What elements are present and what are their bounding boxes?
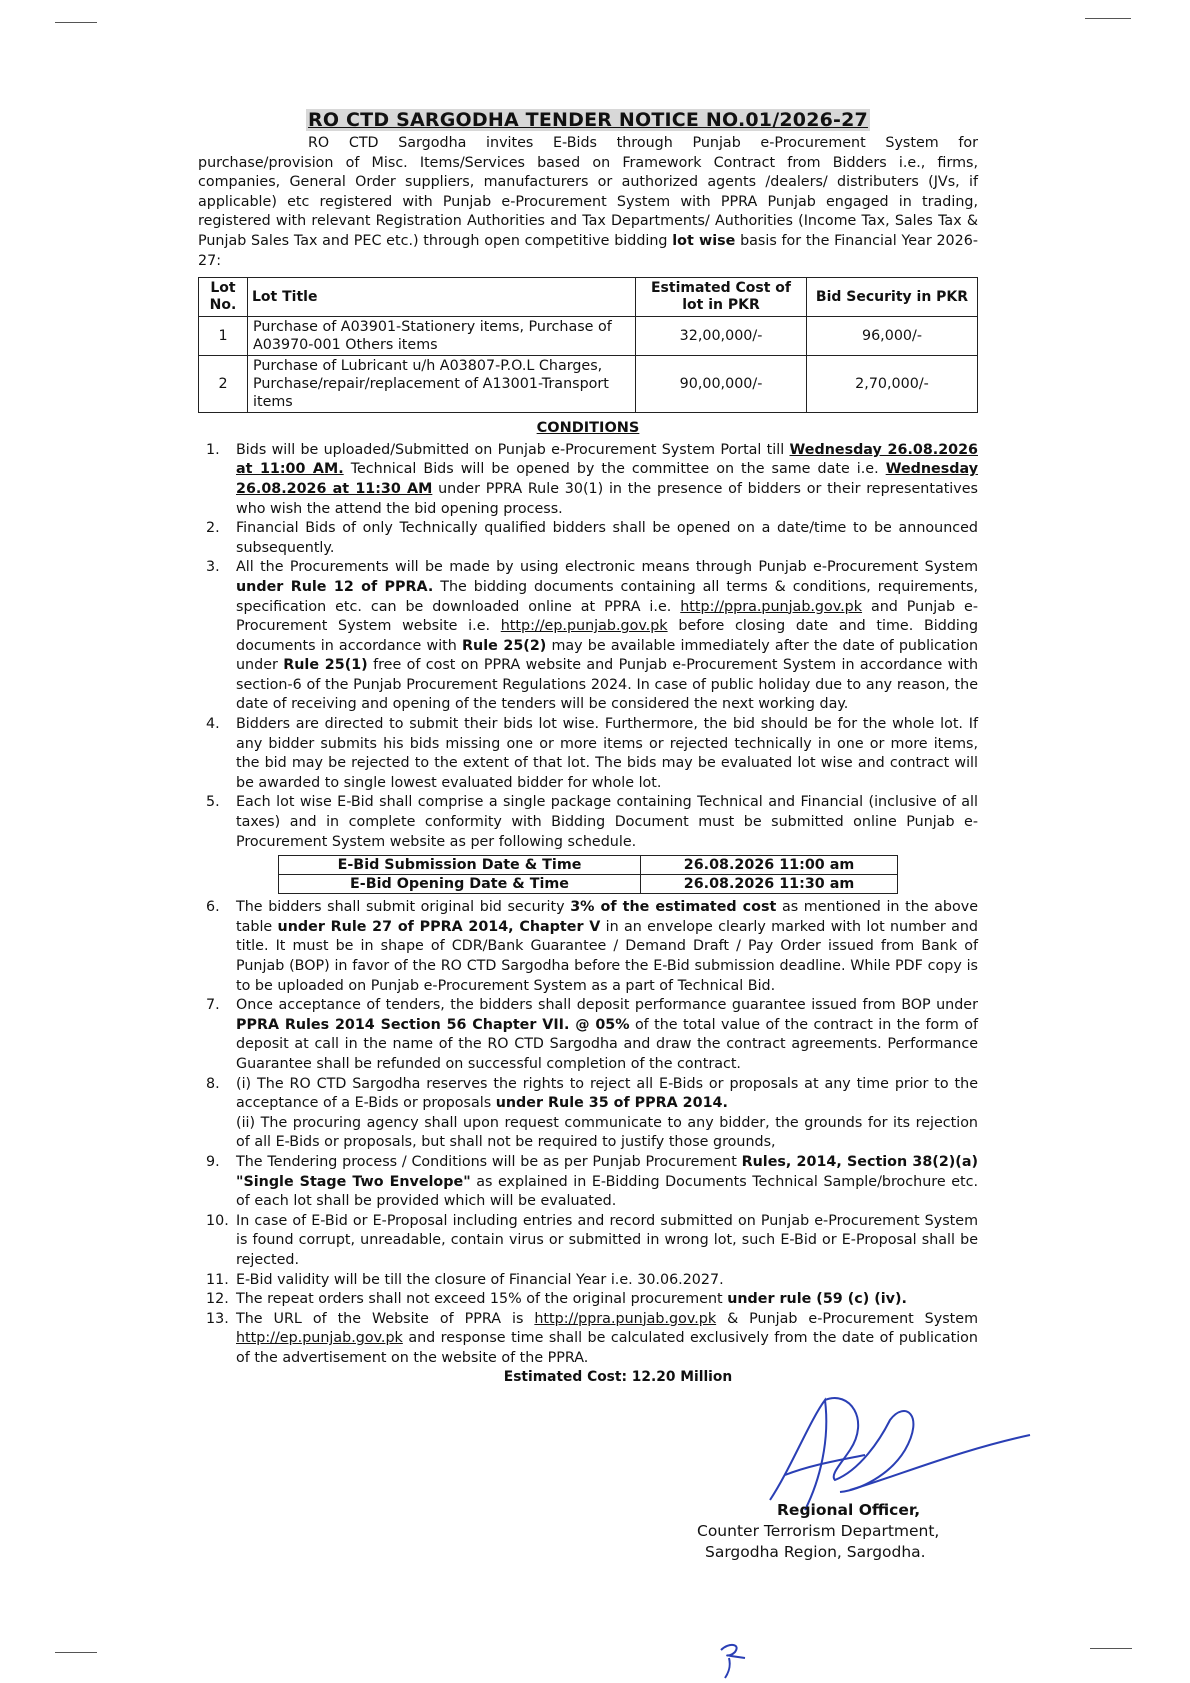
- condition-text: Financial Bids of only Technically qualified bidders shall be opened on a date/time to be announced subsequently.: [236, 520, 978, 556]
- condition-number: 3.: [206, 559, 220, 576]
- table-row: [199, 317, 978, 356]
- condition-item: [198, 558, 978, 715]
- schedule-label: E-Bid Opening Date & Time: [279, 875, 641, 894]
- condition-number: 8.: [206, 1075, 220, 1092]
- notice-title: RO CTD SARGODHA TENDER NOTICE NO.01/2026-27: [308, 109, 868, 131]
- conditions-heading: CONDITIONS: [536, 420, 640, 437]
- condition-item: [198, 1290, 978, 1310]
- signatory-block: [697, 1500, 939, 1563]
- header-estimated-cost: Estimated Cost of lot in PKR: [636, 278, 807, 317]
- condition-item: [198, 441, 978, 519]
- condition-text: The URL of the Website of PPRA is http://ppra.punjab.gov.pk & Punjab e-Procurement System http://ep.punjab.gov.pk and response time shall be calculated exclusively from the date of publication of the advertisement on the website of the PPRA.: [236, 1310, 978, 1366]
- condition-text: E-Bid validity will be till the closure of Financial Year i.e. 30.06.2027.: [236, 1271, 724, 1288]
- condition-number: 6.: [206, 899, 220, 916]
- lot-cost: 90,00,000/-: [636, 356, 807, 413]
- conditions-list-continued: [198, 898, 978, 1368]
- schedule-value: 26.08.2026 11:00 am: [641, 856, 898, 875]
- condition-number: 12.: [206, 1291, 229, 1308]
- schedule-value: 26.08.2026 11:30 am: [641, 875, 898, 894]
- condition-number: 2.: [206, 520, 220, 537]
- lots-table-header: [199, 278, 978, 317]
- scan-mark-bottom-right: [1090, 1648, 1132, 1649]
- condition-number: 5.: [206, 794, 220, 811]
- condition-text: Once acceptance of tenders, the bidders shall deposit performance guarantee issued from BOP under PPRA Rules 2014 Section 56 Chapter VII. @ 05% of the total value of the contract in the form of deposit at call in the name of the RO CTD Sargodha and draw the contract agreements. Performance Guarantee shall be refunded on successful completion of the contract.: [236, 997, 978, 1072]
- header-lot-title: Lot Title: [248, 278, 636, 317]
- lot-no: 2: [199, 356, 248, 413]
- condition-item: [198, 996, 978, 1074]
- header-lot-no: Lot No.: [199, 278, 248, 317]
- condition-item: [198, 715, 978, 793]
- condition-text: In case of E-Bid or E-Proposal including entries and record submitted on Punjab e-Procurement System is found corrupt, unreadable, contain virus or submitted in wrong lot, such E-Bid or E-Proposal shall be rejected.: [236, 1212, 978, 1268]
- lot-no: 1: [199, 317, 248, 356]
- lot-cost: 32,00,000/-: [636, 317, 807, 356]
- condition-item: [198, 519, 978, 558]
- signatory-line-2: Sargodha Region, Sargodha.: [705, 1543, 926, 1561]
- condition-text: The repeat orders shall not exceed 15% of the original procurement under rule (59 (c) (iv).: [236, 1291, 907, 1308]
- condition-text: All the Procurements will be made by using electronic means through Punjab e-Procurement System under Rule 12 of PPRA. The bidding documents containing all terms & conditions, requirements, specification etc. can be downloaded online at PPRA i.e. http://ppra.punjab.gov.pk and Punjab e-Procurement System website i.e. http://ep.punjab.gov.pk before closing date and time. Bidding documents in accordance with Rule 25(2) may be available immediately after the date of publication under Rule 25(1) free of cost on PPRA website and Punjab e-Procurement System in accordance with section-6 of the Punjab Procurement Regulations 2024. In case of public holiday due to any reason, the date of receiving and opening of the tenders will be considered the next working day.: [236, 559, 979, 713]
- condition-item: [198, 1075, 978, 1153]
- condition-text: The Tendering process / Conditions will be as per Punjab Procurement Rules, 2014, Section 38(2)(a) "Single Stage Two Envelope" as explained in E-Bidding Documents Technical Sample/brochure etc. of each lot shall be provided which will be evaluated.: [236, 1153, 979, 1210]
- header-bid-security: Bid Security in PKR: [807, 278, 978, 317]
- condition-number: 10.: [206, 1212, 229, 1229]
- notice-intro: RO CTD Sargodha invites E-Bids through Punjab e-Procurement System for purchase/provision of Misc. Items/Services based on Framework Contract from Bidders i.e., firms, companies, General Order suppliers, manufacturers or authorized agents /dealers/ distributers (JVs, if applicable) etc registered with Punjab e-Procurement System with PPRA Punjab engaged in trading, registered with relevant Registration Authorities and Tax Departments/ Authorities (Income Tax, Sales Tax & Punjab Sales Tax and PEC etc.) through open competitive bidding lot wise basis for the Financial Year 2026-27:: [198, 135, 979, 269]
- signatory-title: Regional Officer,: [777, 1501, 921, 1519]
- initials-icon: [715, 1640, 751, 1680]
- condition-text: Bids will be uploaded/Submitted on Punjab e-Procurement System Portal till Wednesday 26.08.2026 at 11:00 AM. Technical Bids will be opened by the committee on the same date i.e. Wednesday 26.08.2026 at 11:30 AM under PPRA Rule 30(1) in the presence of bidders or their representatives who wish the attend the bid opening process.: [236, 441, 979, 517]
- lot-title: Purchase of Lubricant u/h A03807-P.O.L Charges, Purchase/repair/replacement of A13001-Transport items: [248, 356, 636, 413]
- condition-text: The bidders shall submit original bid security 3% of the estimated cost as mentioned in the above table under Rule 27 of PPRA 2014, Chapter V in an envelope clearly marked with lot number and title. It must be in shape of CDR/Bank Guarantee / Demand Draft / Pay Order issued from Bank of Punjab (BOP) in favor of the RO CTD Sargodha before the E-Bid submission deadline. While PDF copy is to be uploaded on Punjab e-Procurement System as a part of Technical Bid.: [236, 899, 979, 994]
- scan-mark-top-right: [1085, 18, 1131, 19]
- conditions-list: [198, 441, 978, 852]
- condition-number: 11.: [206, 1271, 229, 1288]
- tender-notice-page: [198, 108, 978, 1388]
- ppra-link[interactable]: http://ppra.punjab.gov.pk: [680, 598, 863, 615]
- ppra-link[interactable]: http://ppra.punjab.gov.pk: [534, 1310, 717, 1327]
- table-row: [279, 875, 898, 894]
- table-row: [199, 356, 978, 413]
- condition-text: Each lot wise E-Bid shall comprise a single package containing Technical and Financial (inclusive of all taxes) and in complete conformity with Bidding Document must be submitted online Punjab e-Procurement System website as per following schedule.: [236, 794, 978, 850]
- condition-item: [198, 1310, 978, 1369]
- condition-text: (i) The RO CTD Sargodha reserves the rights to reject all E-Bids or proposals at any time prior to the acceptance of a E-Bids or proposals under Rule 35 of PPRA 2014. (ii) The procuring agency shall upon request communicate to any bidder, the grounds for its rejection of all E-Bids or proposals, but shall not be required to justify those grounds,: [236, 1075, 978, 1151]
- scan-mark-bottom-left: [55, 1652, 97, 1653]
- condition-text: Bidders are directed to submit their bids lot wise. Furthermore, the bid should be for the whole lot. If any bidder submits his bids missing one or more items or rejected technically in one or more items, the bid may be rejected to the extent of that lot. The bids may be evaluated lot wise and contract will be awarded to single lowest evaluated bidder for whole lot.: [236, 716, 978, 791]
- schedule-table: [278, 855, 898, 894]
- condition-number: 7.: [206, 997, 220, 1014]
- ep-punjab-link[interactable]: http://ep.punjab.gov.pk: [236, 1330, 403, 1347]
- table-row: [279, 856, 898, 875]
- scan-mark-top-left: [55, 22, 97, 23]
- condition-number: 4.: [206, 716, 220, 733]
- signatory-line-1: Counter Terrorism Department,: [697, 1522, 940, 1540]
- condition-item: [198, 1271, 978, 1291]
- condition-item: [198, 793, 978, 852]
- lot-title: Purchase of A03901-Stationery items, Purchase of A03970-001 Others items: [248, 317, 636, 356]
- condition-number: 1.: [206, 441, 220, 458]
- schedule-label: E-Bid Submission Date & Time: [279, 856, 641, 875]
- ep-punjab-link[interactable]: http://ep.punjab.gov.pk: [500, 618, 668, 635]
- lots-table: [198, 277, 978, 413]
- condition-number: 13.: [206, 1310, 229, 1327]
- condition-number: 9.: [206, 1153, 220, 1170]
- condition-item: [198, 898, 978, 996]
- condition-item: [198, 1212, 978, 1271]
- condition-item: [198, 1153, 978, 1212]
- lot-security: 96,000/-: [807, 317, 978, 356]
- estimated-cost-total: Estimated Cost: 12.20 Million: [503, 1369, 733, 1386]
- lot-security: 2,70,000/-: [807, 356, 978, 413]
